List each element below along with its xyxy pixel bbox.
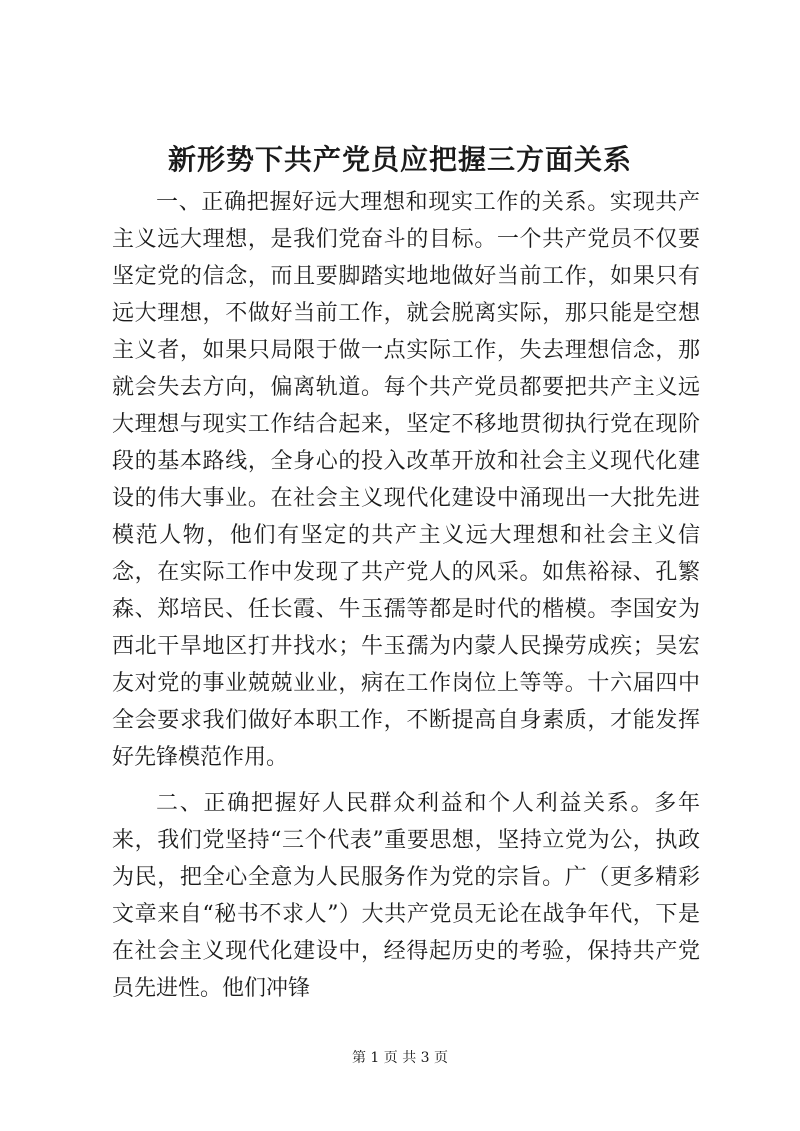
paragraph-1: 一、正确把握好远大理想和现实工作的关系。实现共产主义远大理想，是我们党奋斗的目标。一个共产党员不仅要坚定党的信念，而且要脚踏实地地做好当前工作，如果只有远大理想，不做好当前工作，就会脱离实际，那只能是空想主义者，如果只局限于做一点实际工作，失去理想信念，那就会失去方向，偏离轨道。每个共产党员都要把共产主义远大理想与现实工作结合起来，坚定不移地贯彻执行党在现阶段的基本路线，全身心的投入改革开放和社会主义现代化建设的伟大事业。在社会主义现代化建设中涌现出一大批先进模范人物，他们有坚定的共产主义远大理想和社会主义信念，在实际工作中发现了共产党人的风采。如焦裕禄、孔繁森、郑培民、任长霞、牛玉孺等都是时代的楷模。李国安为西北干旱地区打井找水；牛玉孺为内蒙人民操劳成疾；吴宏友对党的事业兢兢业业，病在工作岗位上等等。十六届四中全会要求我们做好本职工作，不断提高自身素质，才能发挥好先锋模范作用。 (112, 190, 700, 770)
document-body (112, 184, 700, 1007)
document-title: 新形势下共产党员应把握三方面关系 (167, 143, 632, 176)
paragraph-2: 二、正确把握好人民群众利益和个人利益关系。多年来，我们党坚持“三个代表”重要思想，坚持立党为公，执政为民，把全心全意为人民服务作为党的宗旨。广（更多精彩文章来自“秘书不求人”）大共产党员无论在战争年代，下是在社会主义现代化建设中，经得起历史的考验，保持共产党员先进性。他们冲锋 (112, 791, 700, 1001)
page-number-footer: 第 1 页 共 3 页 (351, 1050, 449, 1066)
